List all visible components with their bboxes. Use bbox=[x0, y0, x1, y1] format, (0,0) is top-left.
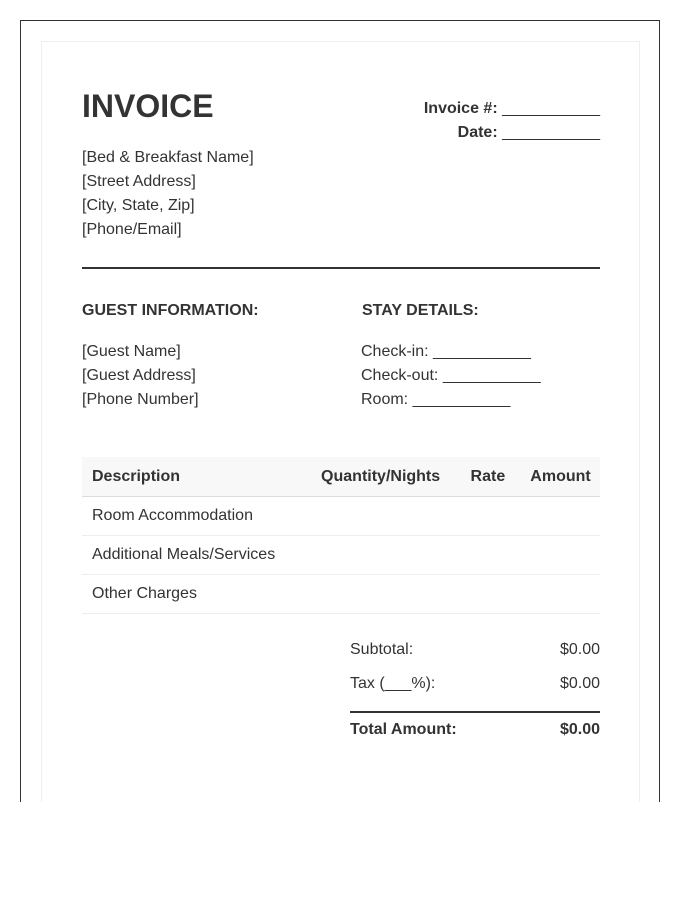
row-amount[interactable] bbox=[521, 497, 600, 536]
subtotal-row bbox=[350, 640, 600, 660]
business-details bbox=[82, 146, 254, 242]
subtotal-label: Subtotal: bbox=[350, 641, 414, 658]
row-quantity[interactable] bbox=[306, 536, 454, 575]
subtotal-value: $0.00 bbox=[559, 641, 600, 658]
total-value: $0.00 bbox=[559, 721, 600, 738]
guest-heading: GUEST INFORMATION: bbox=[82, 302, 259, 319]
invoice-number-label: Invoice #: bbox=[423, 100, 498, 117]
invoice-date-label: Date: bbox=[457, 124, 498, 141]
table-row bbox=[82, 575, 600, 614]
invoice-number-row bbox=[424, 97, 600, 121]
stay-checkout[interactable]: Check-out: ___________ bbox=[361, 367, 541, 384]
total-label: Total Amount: bbox=[350, 721, 457, 738]
stay-room[interactable]: Room: ___________ bbox=[361, 391, 511, 408]
stay-details bbox=[361, 340, 541, 412]
table-header-row bbox=[82, 457, 600, 497]
header-divider bbox=[82, 267, 600, 269]
tax-row bbox=[350, 674, 600, 694]
row-amount[interactable] bbox=[521, 575, 600, 614]
tax-label: Tax (___%): bbox=[350, 675, 436, 692]
invoice-date-row bbox=[458, 121, 600, 145]
guest-name: [Guest Name] bbox=[82, 343, 181, 360]
tax-value: $0.00 bbox=[559, 675, 600, 692]
guest-details bbox=[82, 340, 199, 412]
business-contact: [Phone/Email] bbox=[82, 221, 182, 238]
row-rate[interactable] bbox=[455, 497, 521, 536]
line-items-table bbox=[82, 457, 600, 614]
header-amount: Amount bbox=[521, 457, 600, 497]
stay-heading: STAY DETAILS: bbox=[362, 302, 479, 319]
row-description: Additional Meals/Services bbox=[82, 536, 306, 575]
guest-phone: [Phone Number] bbox=[82, 391, 199, 408]
stay-checkin[interactable]: Check-in: ___________ bbox=[361, 343, 531, 360]
header-description: Description bbox=[82, 457, 306, 497]
business-city: [City, State, Zip] bbox=[82, 197, 195, 214]
business-street: [Street Address] bbox=[82, 173, 196, 190]
row-rate[interactable] bbox=[455, 536, 521, 575]
row-description: Room Accommodation bbox=[82, 497, 306, 536]
table-row bbox=[82, 536, 600, 575]
row-amount[interactable] bbox=[521, 536, 600, 575]
invoice-date-field[interactable]: ___________ bbox=[502, 124, 600, 141]
row-quantity[interactable] bbox=[306, 575, 454, 614]
guest-address: [Guest Address] bbox=[82, 367, 196, 384]
row-rate[interactable] bbox=[455, 575, 521, 614]
total-row bbox=[350, 720, 600, 740]
row-description: Other Charges bbox=[82, 575, 306, 614]
row-quantity[interactable] bbox=[306, 497, 454, 536]
invoice-number-field[interactable]: ___________ bbox=[502, 100, 600, 117]
invoice-title: INVOICE bbox=[82, 88, 214, 124]
table-row bbox=[82, 497, 600, 536]
totals-divider bbox=[350, 711, 600, 713]
business-name: [Bed & Breakfast Name] bbox=[82, 149, 254, 166]
header-rate: Rate bbox=[455, 457, 521, 497]
header-quantity: Quantity/Nights bbox=[306, 457, 454, 497]
